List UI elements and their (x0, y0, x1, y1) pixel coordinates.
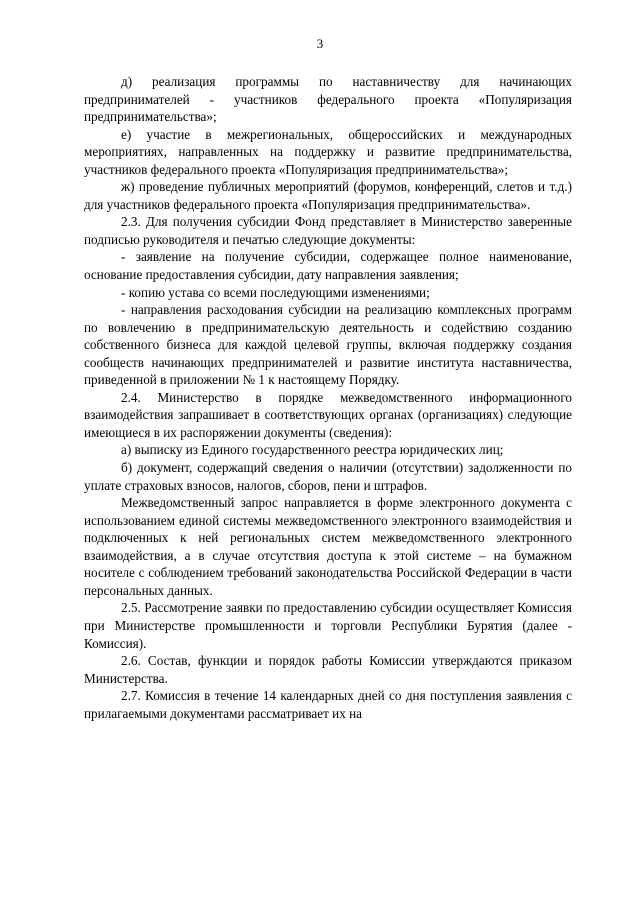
list-item-spending-directions: - направления расходования субсидии на реализацию комплексных программ по вовлечению в предпринимательскую деятельность и содействию созданию собственного бизнеса для каждой целевой группы, включая поддержку создания сообществ начинающих предпринимателей и развитие института наставничества, приведенной в приложении № 1 к настоящему Порядку. (84, 302, 572, 388)
paragraph-item-d: д) реализация программы по наставничеству для начинающих предпринимателей - участников федерального проекта «Популяризация предпринимательства»; (84, 74, 572, 125)
paragraph-2-3: 2.3. Для получения субсидии Фонд представляет в Министерство заверенные подписью руководителя и печатью следующие документы: (84, 214, 572, 247)
paragraph-2-5: 2.5. Рассмотрение заявки по предоставлению субсидии осуществляет Комиссия при Министерстве промышленности и торговли Республики Бурятия (далее - Комиссия). (84, 600, 572, 651)
paragraph-item-zh: ж) проведение публичных мероприятий (форумов, конференций, слетов и т.д.) для участников федерального проекта «Популяризация предпринимательства». (84, 179, 572, 212)
paragraph-2-7: 2.7. Комиссия в течение 14 календарных дней со дня поступления заявления с прилагаемыми документами рассматривает их на (84, 688, 572, 721)
page-number: 3 (316, 36, 324, 51)
document-body (84, 73, 572, 722)
list-item-application: - заявление на получение субсидии, содержащее полное наименование, основание предоставления субсидии, дату направления заявления; (84, 249, 572, 283)
paragraph-interagency-request: Межведомственный запрос направляется в форме электронного документа с использованием единой системы межведомственного электронного взаимодействия и подключенных к ней региональных систем межведомственного электронного взаимодействия, а в случае отсутствия доступа к этой системе – на бумажном носителе с соблюдением требований законодательства Российской Федерации в части персональных данных. (84, 495, 572, 598)
paragraph-2-4: 2.4. Министерство в порядке межведомственного информационного взаимодействия запрашивает в соответствующих органах (организациях) следующие имеющиеся в их распоряжении документы (сведения): (84, 389, 572, 440)
paragraph-2-6: 2.6. Состав, функции и порядок работы Комиссии утверждаются приказом Министерства. (84, 653, 572, 686)
list-item-registry-extract: а) выписку из Единого государственного реестра юридических лиц; (121, 442, 504, 458)
list-item-debt-document: б) документ, содержащий сведения о наличии (отсутствии) задолженности по уплате страховых взносов, налогов, сборов, пени и штрафов. (84, 460, 572, 493)
paragraph-item-e: е) участие в межрегиональных, общероссийских и международных мероприятиях, направленных на поддержку и развитие предпринимательства, участников федерального проекта «Популяризация предпринимательства»; (84, 126, 572, 177)
list-item-charter-copy: - копию устава со всеми последующими изменениями; (121, 284, 430, 300)
